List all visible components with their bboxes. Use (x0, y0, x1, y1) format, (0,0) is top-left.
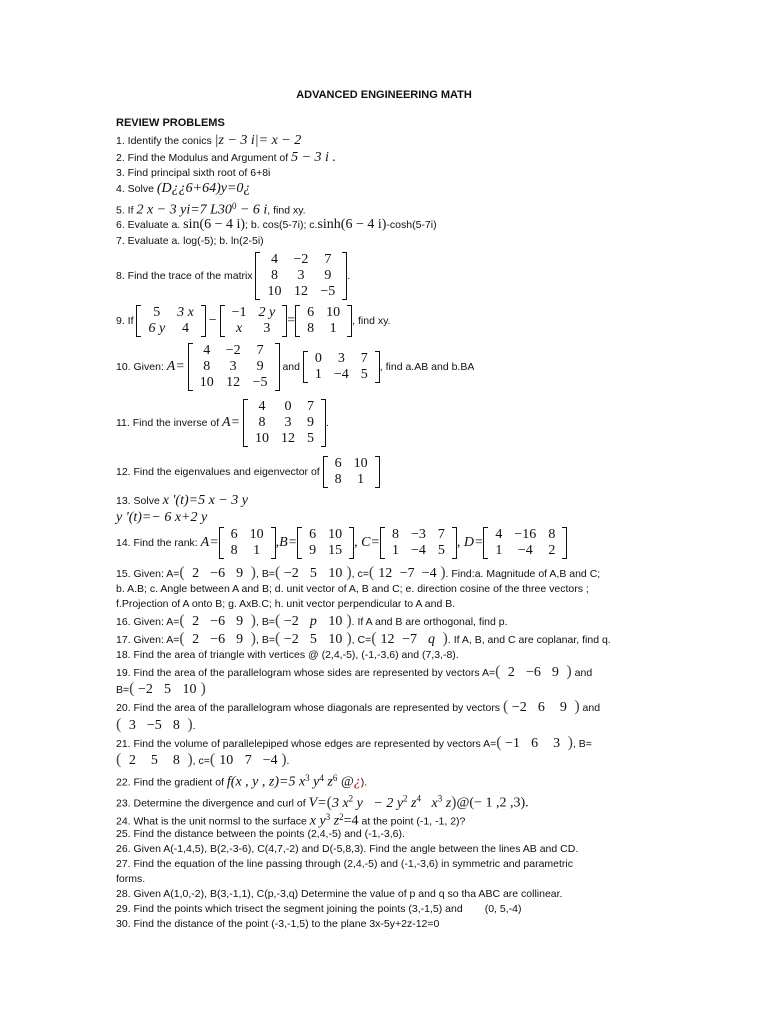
matrix-cell: 0 (284, 399, 292, 414)
matrix-cell: 1 (357, 472, 365, 487)
vector-component: −6 (210, 632, 226, 647)
matrix-cell: 12 (293, 284, 308, 299)
problem-6: 6. Evaluate a. sin(6 − 4 i); b. cos(5-7i); c.sinh(6 − 4 i)-cosh(5-7i) (116, 217, 437, 232)
matrix-cell: 6 (230, 527, 238, 542)
problem-30: 30. Find the distance of the point (-3,-1,5) to the plane 3x-5y+2z-12=0 (116, 918, 440, 930)
matrix-cell: 10 (249, 527, 264, 542)
matrix-cell: −5 (252, 375, 268, 390)
vector-A: ( 2 −6 9 ) (179, 612, 256, 629)
problem-27: 27. Find the equation of the line passing through (2,4,-5) and (-1,-3,6) in symmetric and parametric (116, 858, 573, 870)
matrix-cell: 0 (314, 351, 322, 366)
matrix-10b (303, 351, 380, 383)
vector-component: −7 (402, 632, 417, 647)
vector-component: −6 (210, 614, 226, 629)
problem-20: 20. Find the area of the parallelogram whose diagonals are represented by vectors ( −2 6 9 ) and (116, 698, 601, 715)
problem-18: 18. Find the area of triangle with vertices @ (2,4,-5), (-1,-3,6) and (7,3,-8). (116, 649, 459, 661)
vector-component: 3 (553, 736, 561, 751)
vector-component: 12 (378, 566, 393, 581)
vector-component: 2 (192, 566, 200, 581)
matrix-cell: 10 (326, 305, 341, 320)
vector-component: 2 (192, 632, 200, 647)
problem-13: 13. Solve x '(t)=5 x − 3 y (116, 493, 248, 508)
problem-3: 3. Find principal sixth root of 6+8i (116, 167, 271, 179)
matrix-cell: 8 (270, 268, 278, 283)
vector-component: −2 (283, 566, 299, 581)
problem-1: 1. Identify the conics |z − 3 i|= x − 2 (116, 133, 302, 148)
vector-component: 2 (507, 665, 515, 680)
vector-component: 8 (172, 718, 180, 733)
matrix-cell: 3 (297, 268, 305, 283)
vector-diagonal-1: ( −2 6 9 ) (502, 698, 580, 715)
matrix-cell: 4 (203, 343, 211, 358)
matrix-cell: −2 (225, 343, 241, 358)
vector-component: −5 (146, 718, 162, 733)
matrix-cell: 8 (307, 321, 315, 336)
problem-15: 15. Given: A=( 2 −6 9 ), B=( −2 5 10 ), c=( 12 −7 −4 ). Find:a. Magnitude of A,B and C; (116, 564, 601, 581)
problem-7: 7. Evaluate a. log(-5); b. ln(2-5i) (116, 235, 264, 247)
vector-component: 10 (328, 632, 343, 647)
vector-B: ( −2 5 10 ) (129, 680, 206, 697)
vector-component: 12 (380, 632, 395, 647)
problem-23: 23. Determine the divergence and curl of V=(3 $x^2$ y − 2 $y^2$ $z^4$ $x^3$ z)@(− 1 ,2 ,3). (116, 793, 529, 811)
vector-A: ( −1 6 3 ) (496, 734, 573, 751)
problem-2: 2. Find the Modulus and Argument of 5 − 3 i . (116, 150, 336, 165)
matrix-cell: 10 (328, 527, 343, 542)
matrix-cell: 2 (548, 543, 556, 558)
problem-20-line2: ( 3 −5 8 ). (116, 716, 196, 733)
matrix-cell: x (235, 321, 243, 336)
vector-component: 10 (219, 753, 234, 768)
matrix-cell: 4 (258, 399, 266, 414)
matrix-cell: 9 (324, 268, 332, 283)
matrix-cell: 5 (306, 431, 314, 446)
vector-component: 2 (192, 614, 200, 629)
vector-C: ( 12 −7 −4 ) (368, 564, 446, 581)
matrix-cell: 7 (306, 399, 314, 414)
matrix-cell: 5 (153, 305, 161, 320)
vector-component: 7 (244, 753, 252, 768)
matrix-cell: 7 (437, 527, 445, 542)
matrix-cell: 8 (230, 543, 238, 558)
problem-21: 21. Find the volume of parallelepiped whose edges are represented by vectors A=( −1 6 3 ), B= (116, 734, 592, 751)
vector-component: −6 (210, 566, 226, 581)
problem-5: 5. If 2 x − 3 yi=7 $L30^0 - 6$ i, find xy. (116, 201, 306, 218)
matrix-cell: 6 y (148, 321, 166, 336)
matrix-cell: 1 (329, 321, 337, 336)
problem-28: 28. Given A(1,0,-2), B(3,-1,1), C(p,-3,q) Determine the value of p and q so tha ABC are collinear. (116, 888, 563, 900)
problem-19-line2: B=( −2 5 10 ) (116, 680, 206, 697)
matrix-cell: 10 (254, 431, 269, 446)
problem-19: 19. Find the area of the parallelogram whose sides are represented by vectors A=( 2 −6 9 ) and (116, 663, 593, 680)
matrix-9b (220, 305, 288, 337)
matrix-14b (297, 527, 354, 559)
vector-component: 9 (236, 566, 244, 581)
vector-component: −2 (511, 700, 527, 715)
matrix-cell: −2 (293, 252, 309, 267)
vector-component: −4 (421, 566, 437, 581)
vector-C: ( 10 7 −4 ) (209, 751, 287, 768)
vector-component: −6 (525, 665, 541, 680)
problem-16: 16. Given: A=( 2 −6 9 ), B=( −2 p 10 ). If A and B are orthogonal, find p. (116, 612, 508, 629)
vector-component: −2 (283, 614, 299, 629)
matrix-cell: 4 (270, 252, 278, 267)
matrix-cell: 8 (258, 415, 266, 430)
matrix-cell: −5 (320, 284, 336, 299)
matrix-cell: 4 (182, 321, 190, 336)
matrix-14d (483, 527, 567, 559)
matrix-cell: 5 (360, 367, 368, 382)
matrix-cell: 1 (495, 543, 503, 558)
problem-22: 22. Find the gradient of f(x , y , z)=5 $x^3$ $y^4$ $z^6$ @¿). (116, 773, 368, 790)
matrix-cell: 12 (226, 375, 241, 390)
matrix-cell: 9 (306, 415, 314, 430)
problem-12: 12. Find the eigenvalues and eigenvector of 6 10 8 1 (116, 456, 380, 488)
vector-component: 6 (531, 736, 539, 751)
page-title: ADVANCED ENGINEERING MATH (296, 89, 472, 101)
vector-component: 6 (537, 700, 545, 715)
matrix-9a (136, 305, 205, 337)
vector-A: ( 2 −6 9 ) (495, 663, 572, 680)
vector-B: ( 2 5 8 ) (116, 751, 193, 768)
problem-10: 10. Given: A= 4 −2 7 8 3 9 10 12 −5 and 0 3 7 1 −4 5 , find a.AB and b.BA (116, 343, 475, 390)
matrix-cell: 3 (284, 415, 292, 430)
vector-component: 3 (128, 718, 136, 733)
problem-11: 11. Find the inverse of A= 4 0 7 8 3 9 10 12 5 . (116, 399, 329, 446)
matrix-cell: 3 (337, 351, 345, 366)
problem-8: 8. Find the trace of the matrix 4 −2 7 8 3 9 10 12 −5 . (116, 252, 351, 299)
vector-component: 2 (128, 753, 136, 768)
problem-14: 14. Find the rank: A= 6 10 8 1 ,B= 6 10 9 15 , C= 8 −3 7 1 −4 5 , D= 4 −16 8 1 −4 2 (116, 527, 567, 559)
vector-component: −2 (283, 632, 299, 647)
vector-component: −4 (262, 753, 278, 768)
vector-component: 9 (551, 665, 559, 680)
vector-component: q (428, 632, 436, 647)
section-heading: REVIEW PROBLEMS (116, 117, 225, 129)
matrix-cell: 3 (229, 359, 237, 374)
matrix-cell: 15 (328, 543, 343, 558)
matrix-cell: −4 (410, 543, 426, 558)
matrix-cell: −4 (333, 367, 349, 382)
problem-4: 4. Solve (D¿¿6+64)y=0¿ (116, 181, 251, 196)
problem-17: 17. Given: A=( 2 −6 9 ), B=( −2 5 10 ), C=( 12 −7 q ). If A, B, and C are coplanar, find q. (116, 630, 611, 647)
vector-component: 5 (150, 753, 158, 768)
vector-C: ( 12 −7 q ) (371, 630, 448, 647)
trace-matrix (255, 252, 347, 300)
matrix-cell: −1 (231, 305, 247, 320)
matrix-14c (380, 527, 457, 559)
matrix-14a (219, 527, 276, 559)
matrix-cell: 12 (280, 431, 295, 446)
vector-A: ( 2 −6 9 ) (179, 630, 256, 647)
vector-diagonal-2: ( 3 −5 8 ) (116, 716, 193, 733)
matrix-cell: 2 y (258, 305, 276, 320)
matrix-cell: 1 (253, 543, 261, 558)
matrix-cell: −3 (410, 527, 426, 542)
vector-B: ( −2 p 10 ) (274, 612, 352, 629)
problem-21-line2: ( 2 5 8 ), c=( 10 7 −4 ). (116, 751, 290, 768)
matrix-cell: 9 (309, 543, 317, 558)
vector-component: 8 (172, 753, 180, 768)
matrix-cell: 5 (437, 543, 445, 558)
matrix-cell: 10 (267, 284, 282, 299)
vector-component: p (309, 614, 317, 629)
matrix-12 (323, 456, 380, 488)
problem-15-line2: b. A.B; c. Angle between A and B; d. unit vector of A, B and C; e. direction cosine of the three vectors ; (116, 583, 589, 595)
matrix-cell: 7 (360, 351, 368, 366)
problem-29: 29. Find the points which trisect the segment joining the points (3,-1,5) and (0, 5,-4) (116, 903, 522, 915)
vector-component: 5 (309, 566, 317, 581)
matrix-cell: 4 (495, 527, 503, 542)
vector-component: 10 (182, 682, 197, 697)
matrix-cell: 6 (309, 527, 317, 542)
matrix-cell: 10 (353, 456, 368, 471)
vector-B: ( −2 5 10 ) (274, 630, 352, 647)
matrix-cell: 1 (314, 367, 322, 382)
problem-24: 24. What is the unit normsl to the surface x $y^3$ $z^2=4$ at the point (-1, -1, 2)? (116, 812, 466, 829)
matrix-10a (188, 343, 280, 391)
vector-B: ( −2 5 10 ) (274, 564, 352, 581)
vector-component: 10 (328, 614, 343, 629)
vector-component: 9 (236, 614, 244, 629)
matrix-cell: 8 (334, 472, 342, 487)
problem-25: 25. Find the distance between the points (2,4,-5) and (-1,-3,6). (116, 828, 405, 840)
matrix-cell: −16 (514, 527, 537, 542)
matrix-11 (243, 399, 326, 447)
matrix-cell: 6 (334, 456, 342, 471)
matrix-cell: 8 (203, 359, 211, 374)
problem-9: 9. If 5 3 x 6 y 4 − −1 2 y x 3 = 6 10 8 1 , find xy. (116, 305, 391, 336)
vector-component: −1 (505, 736, 521, 751)
matrix-cell: −4 (517, 543, 533, 558)
matrix-cell: 3 (263, 321, 271, 336)
problem-13-eq2: y '(t)=− 6 x+2 y (116, 510, 208, 525)
vector-component: 9 (236, 632, 244, 647)
vector-component: 10 (328, 566, 343, 581)
matrix-cell: 3 x (177, 305, 194, 320)
vector-component: 5 (309, 632, 317, 647)
matrix-cell: 8 (391, 527, 399, 542)
matrix-cell: 10 (199, 375, 214, 390)
matrix-cell: 7 (324, 252, 332, 267)
vector-A: ( 2 −6 9 ) (179, 564, 256, 581)
vector-component: 5 (163, 682, 171, 697)
matrix-cell: 7 (256, 343, 264, 358)
matrix-cell: 6 (307, 305, 315, 320)
vector-component: −2 (138, 682, 153, 697)
vector-component: −7 (399, 566, 415, 581)
matrix-9c (295, 305, 352, 337)
problem-27-line2: forms. (116, 873, 146, 885)
matrix-cell: 1 (391, 543, 399, 558)
matrix-cell: 8 (548, 527, 556, 542)
problem-26: 26. Given A(-1,4,5), B(2,-3-6), C(4,7,-2) and D(-5,8,3). Find the angle between the lines AB and CD. (116, 843, 579, 855)
matrix-cell: 9 (256, 359, 264, 374)
problem-15-line3: f.Projection of A onto B; g. AxB.C; h. unit vector perpendicular to A and B. (116, 598, 456, 610)
vector-component: 9 (559, 700, 567, 715)
